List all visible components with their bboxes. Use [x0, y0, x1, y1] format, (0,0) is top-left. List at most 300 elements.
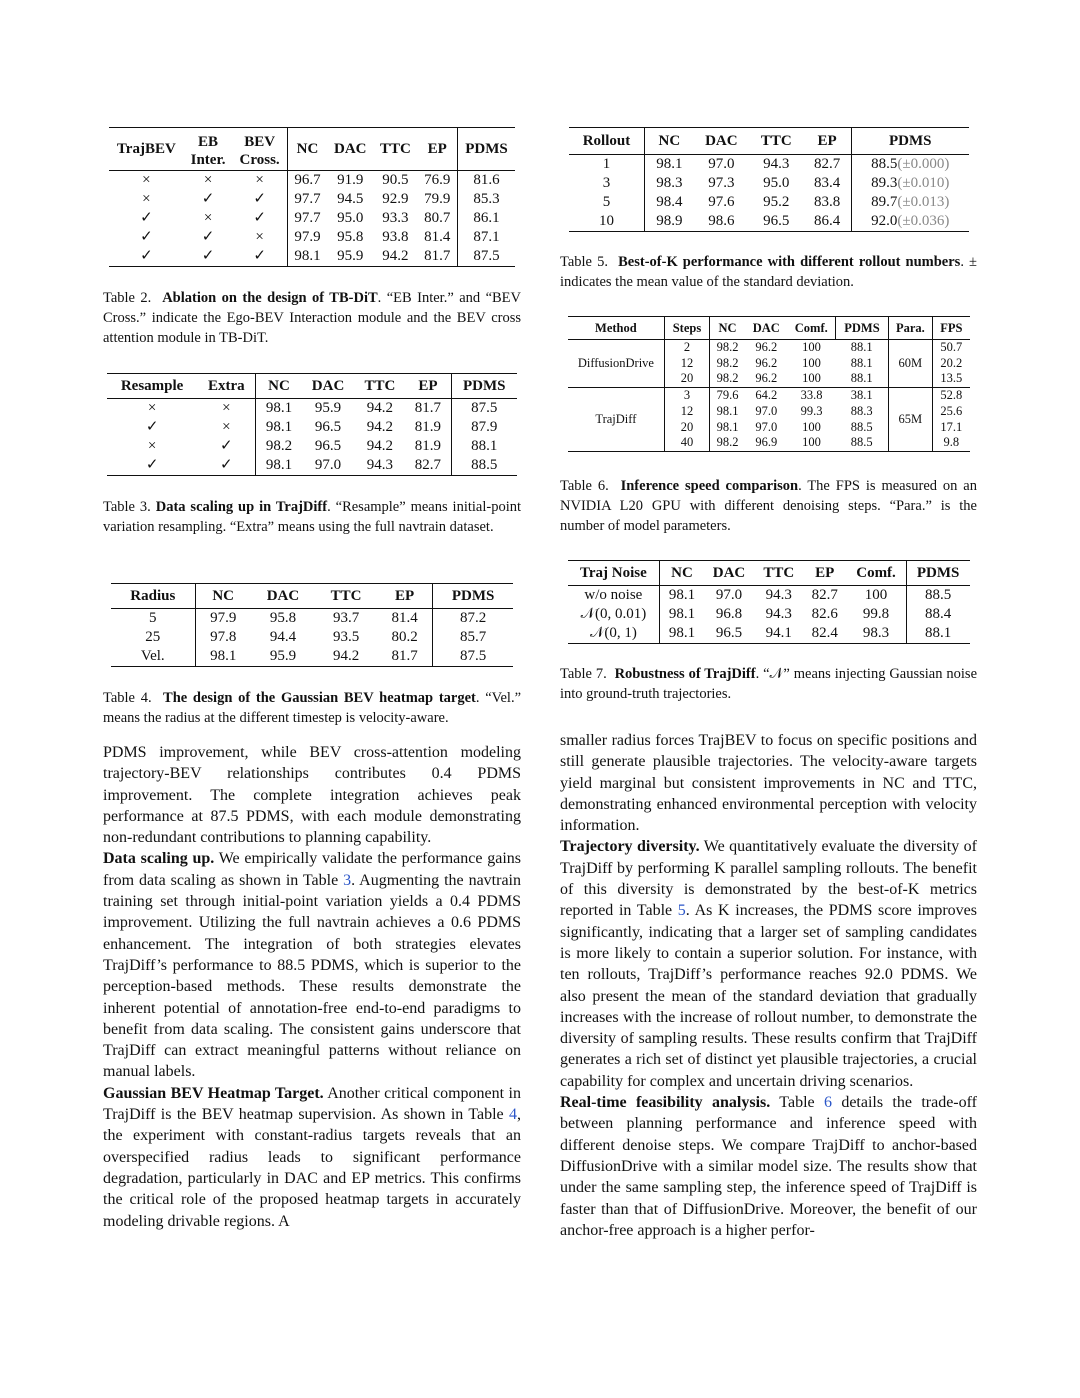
table-cell: 97.9 — [195, 609, 251, 629]
table-cell: 10 — [598, 213, 614, 229]
table-cell: 98.6 — [708, 213, 735, 229]
table-header: EB Inter. — [184, 128, 233, 171]
table-header: PDMS — [852, 128, 969, 155]
table-cell: 99.8 — [862, 606, 890, 622]
table-4-caption — [103, 688, 521, 728]
paragraph: PDMS improvement, while BEV cross-attention modeling trajectory-BEV relationships contributes 0.4 PDMS improvement. The complete integration achieves peak performance at 87.5 PDMS, with each module demonstrating non-redundant contributions to planning capability. — [103, 744, 521, 847]
caption-label: Table 4. — [103, 690, 152, 706]
table-cell: 88.3 — [836, 404, 888, 420]
table-cell: 100 — [802, 435, 821, 450]
table-cell: 40 — [665, 435, 709, 451]
table-cell: 2 — [665, 340, 709, 356]
table-row — [109, 228, 515, 247]
table-cell: 95.9 — [337, 248, 364, 264]
caption-label: Table 3. — [103, 499, 151, 515]
table-row — [107, 418, 517, 437]
table-cell: × — [203, 172, 213, 188]
table-cell: 98.1 — [645, 155, 693, 175]
table-cell: 94.3 — [765, 606, 792, 622]
table-cell: 94.2 — [366, 438, 394, 454]
pdms-value: 88.5 — [871, 156, 898, 172]
table-cell: 25.6 — [933, 404, 970, 420]
table-cell: 96.5 — [314, 419, 342, 435]
pdms-value: 92.0 — [871, 213, 898, 229]
table-cell: 81.7 — [391, 648, 418, 664]
param-count: 60M — [898, 355, 923, 370]
table-header: NC — [709, 317, 745, 340]
table-2 — [109, 127, 515, 267]
table-header: PDMS — [836, 317, 888, 340]
table-cell: 52.8 — [933, 388, 970, 404]
table-5-caption — [560, 252, 977, 292]
table-row — [107, 437, 517, 456]
table-cell: 𝒩(0, 0.01) — [580, 606, 647, 622]
table-row — [109, 209, 515, 228]
table-2-caption — [103, 288, 521, 348]
table-reference-link[interactable]: 6 — [823, 1094, 832, 1112]
table-cell: 94.2 — [366, 400, 394, 416]
table-header: PDMS — [457, 128, 515, 171]
table-header: Rollout — [569, 128, 645, 155]
paragraph-heading: Trajectory diversity. — [560, 838, 700, 856]
table-cell: ✓ — [201, 229, 215, 245]
table-cell: × — [255, 229, 264, 245]
table-cell: × — [255, 172, 264, 188]
table-cell: 98.1 — [660, 586, 704, 606]
table-cell: 95.0 — [337, 210, 364, 226]
method-name: DiffusionDrive — [577, 355, 654, 370]
paragraph-text: . Augmenting the navtrain training set through initial-point variation yields a 0.4 PDMS improvement. Utilizing the full navtrain achieves a 0.6 PDMS enhancement. The integration of both strategies elevates TrajDiff’s performance to 88.5 PDMS, which is superior to the perception-based methods. These results demonstrate the inherent potential of annotation-free end-to-end paradigms to benefit from data scaling. The consistent gains underscore that TrajDiff can extract meaningful patterns without reliance on manual labels. — [103, 871, 522, 1081]
table-row — [568, 340, 970, 356]
table-header: Resample — [107, 374, 197, 399]
table-cell: 38.1 — [836, 388, 888, 404]
table-header: DAC — [745, 317, 787, 340]
table-cell: ✓ — [220, 438, 233, 454]
table-header: FPS — [933, 317, 970, 340]
table-cell: 20 — [665, 371, 709, 387]
pdms-value: 89.3 — [871, 175, 898, 191]
table-cell: ✓ — [140, 248, 153, 264]
table-cell: × — [147, 400, 157, 416]
table-header: NC — [645, 128, 693, 155]
table-row — [109, 171, 515, 191]
table-header: PDMS — [433, 584, 513, 609]
table-cell: 88.1 — [836, 371, 888, 387]
table-cell: 96.9 — [755, 435, 778, 450]
table-header: DAC — [251, 584, 315, 609]
table-cell: 100 — [802, 340, 821, 354]
table-cell: 88.4 — [906, 605, 969, 624]
table-row — [111, 609, 513, 629]
table-header: EP — [377, 584, 433, 609]
method-name: TrajDiff — [595, 411, 637, 426]
table-cell: 97.9 — [287, 228, 327, 247]
table-row — [111, 628, 513, 647]
table-header: Radius — [111, 584, 195, 609]
table-cell: 96.2 — [755, 355, 778, 370]
table-header: Method — [568, 317, 665, 340]
table-cell: 3 — [665, 388, 709, 404]
table-cell: 87.5 — [451, 399, 517, 419]
table-cell: 87.5 — [457, 247, 515, 267]
table-7-caption — [560, 664, 977, 704]
table-2-block — [103, 127, 521, 267]
table-header: PDMS — [906, 561, 969, 586]
table-cell: 90.5 — [382, 172, 409, 188]
table-cell: 96.5 — [314, 438, 342, 454]
table-cell: 64.2 — [755, 388, 778, 403]
table-cell: 98.3 — [862, 625, 890, 641]
table-cell: 82.7 — [414, 457, 442, 473]
paragraph-text: , the experiment with constant-radius targets reveals that an overspecified radius leads to significant performance degradation, particularly in DAC and EP metrics. This confirms the critical role of the proposed heatmap targets in accurately modeling drivable regions. A — [103, 1106, 521, 1230]
table-cell: 82.7 — [811, 587, 838, 603]
table-cell: 87.1 — [457, 228, 515, 247]
table-cell: ✓ — [145, 419, 159, 435]
table-cell: 97.8 — [195, 628, 251, 647]
table-cell: 88.5 — [906, 586, 969, 606]
table-cell: 94.2 — [382, 248, 409, 264]
table-cell: 80.2 — [391, 629, 418, 645]
table-cell: 100 — [802, 419, 821, 434]
table-cell: 100 — [802, 355, 821, 370]
table-row — [568, 586, 970, 606]
table-cell: 91.9 — [337, 172, 364, 188]
table-cell: 17.1 — [933, 420, 970, 436]
std-deviation: (±0.010) — [897, 175, 950, 191]
table-cell: 96.5 — [715, 625, 743, 641]
table-cell: 98.1 — [709, 420, 745, 436]
table-cell: 98.1 — [709, 404, 745, 420]
table-cell: 79.6 — [709, 388, 745, 404]
table-cell: 93.7 — [332, 610, 360, 626]
table-cell: 95.9 — [269, 648, 297, 664]
table-cell: 93.8 — [382, 229, 409, 245]
table-cell: ✓ — [253, 191, 266, 207]
table-cell: 33.8 — [800, 388, 823, 403]
table-cell: 5 — [149, 610, 157, 626]
table-cell: 98.4 — [645, 193, 693, 212]
table-cell: 97.7 — [287, 209, 327, 228]
table-header: TTC — [373, 128, 417, 171]
paragraph: smaller radius forces TrajBEV to focus on specific positions and still generate plausible trajectories. The velocity-aware targets yield marginal but consistent improvements in NC and TTC, demonstrating enhanced environmental perception with velocity information. — [560, 732, 977, 835]
table-3-caption — [103, 497, 521, 537]
table-header: TTC — [749, 128, 803, 155]
table-row — [569, 212, 969, 232]
table-header: DAC — [302, 374, 355, 399]
table-row — [111, 647, 513, 667]
table-header: Extra — [197, 374, 256, 399]
table-header: NC — [287, 128, 327, 171]
table-cell: 97.6 — [708, 194, 735, 210]
table-cell: 98.9 — [645, 212, 693, 232]
std-deviation: (±0.036) — [897, 213, 950, 229]
table-cell: ✓ — [201, 191, 215, 207]
table-cell: 83.8 — [813, 194, 841, 210]
table-6-caption — [560, 476, 977, 536]
table-cell: 87.9 — [451, 418, 517, 437]
table-cell: ✓ — [145, 457, 159, 473]
table-cell: 94.2 — [332, 648, 360, 664]
table-cell: 98.1 — [256, 418, 302, 437]
table-cell: 97.0 — [755, 403, 778, 418]
table-header: PDMS — [451, 374, 517, 399]
paragraph — [103, 1083, 521, 1232]
table-cell: 94.3 — [765, 587, 792, 603]
caption-title: Robustness of TrajDiff — [614, 666, 756, 682]
table-cell: 88.1 — [836, 356, 888, 372]
table-row — [568, 388, 970, 404]
table-header: NC — [660, 561, 704, 586]
caption-text: . “Vel.” means the radius at the different timestep is velocity-aware. — [103, 690, 522, 726]
table-cell: 20 — [665, 420, 709, 436]
table-cell: 12 — [665, 356, 709, 372]
table-cell: 9.8 — [933, 435, 970, 451]
table-cell: 79.9 — [424, 191, 451, 207]
param-count: 65M — [898, 411, 923, 426]
table-cell: 94.5 — [337, 191, 364, 207]
paragraph — [560, 1092, 977, 1241]
table-cell: 88.5 — [451, 456, 517, 476]
table-cell: 88.5 — [836, 435, 888, 451]
table-header: DAC — [327, 128, 373, 171]
table-cell: 83.4 — [813, 175, 841, 191]
paragraph-heading: Data scaling up. — [103, 850, 215, 868]
paragraph-text: We empirically validate the performance gains from data scaling as shown in Table — [103, 850, 521, 889]
table-cell: 95.8 — [337, 229, 364, 245]
table-cell: 94.1 — [765, 625, 792, 641]
table-cell: × — [222, 419, 231, 435]
table-cell: 80.7 — [424, 210, 451, 226]
caption-label: Table 5. — [560, 254, 608, 270]
table-header: NC — [195, 584, 251, 609]
table-header: Comf. — [787, 317, 836, 340]
table-cell: × — [142, 191, 151, 207]
table-cell: 97.3 — [708, 175, 735, 191]
table-cell: 100 — [864, 587, 888, 603]
table-cell — [852, 212, 969, 232]
table-4-block — [103, 583, 521, 667]
table-row — [569, 174, 969, 193]
table-header: Steps — [665, 317, 709, 340]
table-7-block — [560, 560, 977, 644]
table-cell: × — [147, 438, 157, 454]
table-6-block — [560, 316, 977, 452]
table-cell: × — [222, 400, 231, 416]
table-5 — [569, 127, 969, 232]
table-cell: 98.1 — [660, 605, 704, 624]
table-6 — [568, 316, 970, 452]
table-cell: 94.3 — [763, 156, 790, 172]
caption-text: . “EB Inter.” and “BEV Cross.” indicate the Ego-BEV Interaction module and the BEV cross attention module in TB-DiT. — [103, 290, 521, 346]
table-cell: 98.1 — [195, 647, 251, 667]
table-reference-link[interactable]: 4 — [509, 1106, 517, 1124]
table-cell — [852, 174, 969, 193]
table-cell: 88.1 — [451, 437, 517, 456]
table-cell: 81.7 — [414, 400, 442, 416]
table-cell: 93.3 — [382, 210, 409, 226]
table-cell: 96.2 — [755, 340, 778, 354]
table-cell: 98.2 — [709, 356, 745, 372]
table-cell: 98.1 — [256, 399, 302, 419]
table-reference-link[interactable]: 3 — [343, 871, 352, 889]
table-header: Comf. — [846, 561, 906, 586]
table-header: EP — [803, 561, 846, 586]
table-cell: 88.5 — [836, 420, 888, 436]
paragraph-text: Table — [770, 1094, 824, 1112]
table-cell: 81.7 — [424, 248, 451, 264]
table-cell: 98.2 — [256, 437, 302, 456]
table-header: TTC — [354, 374, 405, 399]
table-cell: 86.1 — [457, 209, 515, 228]
table-cell: 50.7 — [933, 340, 970, 356]
caption-label: Table 7. — [560, 666, 607, 682]
caption-text: . “Resample” means initial-point variation resampling. “Extra” means using the full navtrain dataset. — [103, 499, 522, 535]
table-cell: 97.0 — [755, 419, 778, 434]
table-cell: 98.2 — [709, 371, 745, 387]
table-cell: 3 — [602, 175, 611, 191]
table-cell: 98.2 — [709, 435, 745, 451]
right-body-text — [560, 730, 977, 1241]
table-3-block — [103, 373, 521, 476]
paragraph-text: Another critical component in TrajDiff is the BEV heatmap supervision. As shown in Table — [103, 1084, 522, 1124]
table-cell: 96.8 — [715, 606, 743, 622]
table-cell: 𝒩(0, 1) — [589, 625, 637, 641]
paragraph-text: . As K increases, the PDMS score improves significantly, indicating that a larger set of sampling candidates is more likely to contain a superior solution. For instance, with ten rollouts, TrajDiff’s performance reaches 92.0 PDMS. We also present the mean of the standard deviation that gradually increases with the increase of rollout number, to demonstrate the diversity of sampling results. These results confirm that TrajDiff generates a rich set of distinct yet plausible trajectories, a crucial capability for complex and uncertain driving scenarios. — [560, 902, 977, 1090]
table-cell: 98.1 — [287, 247, 327, 267]
table-cell: 12 — [665, 404, 709, 420]
table-cell: ✓ — [220, 457, 233, 473]
std-deviation: (±0.013) — [897, 194, 950, 210]
table-cell: 93.5 — [332, 629, 360, 645]
table-cell: ✓ — [253, 248, 266, 264]
table-cell: 82.7 — [813, 156, 841, 172]
table-cell: 98.1 — [660, 624, 704, 644]
table-cell: ✓ — [253, 210, 266, 226]
table-cell: 85.7 — [433, 628, 513, 647]
paragraph-text: details the trade-off between planning performance and inference speed with different denoise steps. We compare TrajDiff to anchor-based DiffusionDrive with a similar model size. The results show that under the same sampling step, the inference speed of TrajDiff is faster than that of DiffusionDrive. Moreover, the benefit of our anchor-free approach is a higher perfor- — [560, 1094, 978, 1239]
table-cell: 94.4 — [269, 629, 297, 645]
table-header: TrajBEV — [109, 128, 184, 171]
paragraph-text: We quantitatively evaluate the diversity of TrajDiff by performing K parallel sampling rollouts. The benefit of this diversity is demonstrated by the best-of-K metrics reported in Table — [560, 838, 977, 920]
table-cell: 97.7 — [287, 190, 327, 209]
caption-title: Ablation on the design of TB-DiT — [162, 290, 378, 306]
caption-text: . ± indicates the mean value of the standard deviation. — [560, 254, 977, 290]
table-cell: × — [142, 172, 151, 188]
table-header: DAC — [704, 561, 755, 586]
table-cell: 13.5 — [933, 371, 970, 387]
table-cell: ✓ — [140, 210, 153, 226]
table-cell: ✓ — [201, 248, 215, 264]
table-cell: ✓ — [140, 229, 153, 245]
table-row — [569, 193, 969, 212]
pdms-value: 89.7 — [871, 194, 898, 210]
table-cell: 95.0 — [763, 175, 790, 191]
table-cell: 97.0 — [708, 156, 735, 172]
table-cell: 85.3 — [457, 190, 515, 209]
table-cell — [852, 193, 969, 212]
caption-label: Table 6. — [560, 478, 609, 494]
table-cell: 96.2 — [755, 371, 778, 386]
caption-label: Table 2. — [103, 290, 152, 306]
table-cell: 76.9 — [424, 172, 451, 188]
table-cell: 98.1 — [256, 456, 302, 476]
table-cell: 99.3 — [800, 403, 823, 418]
table-header: TTC — [315, 584, 377, 609]
table-cell: 98.2 — [709, 340, 745, 356]
table-cell: 81.9 — [414, 438, 442, 454]
paragraph — [560, 836, 977, 1092]
table-cell: 82.4 — [811, 625, 838, 641]
table-cell: 87.5 — [433, 647, 513, 667]
table-cell: 1 — [602, 156, 611, 172]
table-header: Para. — [888, 317, 933, 340]
table-5-block — [560, 127, 977, 232]
table-cell: Vel. — [140, 648, 165, 664]
table-row — [568, 605, 970, 624]
table-header: DAC — [693, 128, 749, 155]
table-reference-link[interactable]: 5 — [677, 902, 686, 920]
table-header: EP — [418, 128, 458, 171]
table-cell: 86.4 — [813, 213, 841, 229]
table-cell: 20.2 — [933, 356, 970, 372]
caption-title: Inference speed comparison — [620, 478, 799, 494]
paragraph-heading: Gaussian BEV Heatmap Target. — [103, 1084, 324, 1102]
table-cell: 98.3 — [645, 174, 693, 193]
table-cell: 82.6 — [811, 606, 838, 622]
caption-title: Data scaling up in TrajDiff — [155, 499, 328, 515]
std-deviation: (±0.000) — [897, 156, 950, 172]
table-header: Traj Noise — [568, 561, 660, 586]
table-cell: 81.6 — [457, 171, 515, 191]
table-row — [107, 399, 517, 419]
paragraph — [103, 848, 521, 1082]
table-cell: 81.4 — [424, 229, 451, 245]
table-header: EP — [405, 374, 451, 399]
table-cell: 81.4 — [391, 610, 418, 626]
table-cell: 100 — [802, 371, 821, 386]
caption-text: . The FPS is measured on an NVIDIA L20 GPU with different denoising steps. “Para.” is the number of model parameters. — [560, 478, 977, 534]
table-header: NC — [256, 374, 302, 399]
table-header: TTC — [754, 561, 803, 586]
table-cell — [852, 155, 969, 175]
table-3 — [107, 373, 517, 476]
table-cell: w/o noise — [584, 587, 643, 603]
caption-text: . “𝒩” means injecting Gaussian noise into ground-truth trajectories. — [560, 666, 978, 702]
table-cell: 87.2 — [433, 609, 513, 629]
paragraph-heading: Real-time feasibility analysis. — [560, 1094, 771, 1112]
table-cell: 25 — [145, 629, 161, 645]
table-row — [107, 456, 517, 476]
table-4 — [111, 583, 513, 667]
table-cell: 95.2 — [763, 194, 790, 210]
table-cell: 92.9 — [382, 191, 409, 207]
table-7 — [568, 560, 970, 644]
table-cell: 88.1 — [906, 624, 969, 644]
table-cell: 96.5 — [763, 213, 790, 229]
table-cell: 96.7 — [287, 171, 327, 191]
table-cell: × — [203, 210, 213, 226]
table-header: EP — [803, 128, 851, 155]
table-header: BEV Cross. — [232, 128, 287, 171]
table-cell: 88.1 — [836, 340, 888, 356]
table-cell: 97.0 — [314, 457, 342, 473]
table-row — [109, 247, 515, 267]
table-row — [568, 624, 970, 644]
table-cell: 97.0 — [715, 587, 743, 603]
table-cell: 95.8 — [269, 610, 297, 626]
table-cell: 94.3 — [366, 457, 394, 473]
caption-title: Best-of-K performance with different rollout numbers — [618, 254, 961, 270]
